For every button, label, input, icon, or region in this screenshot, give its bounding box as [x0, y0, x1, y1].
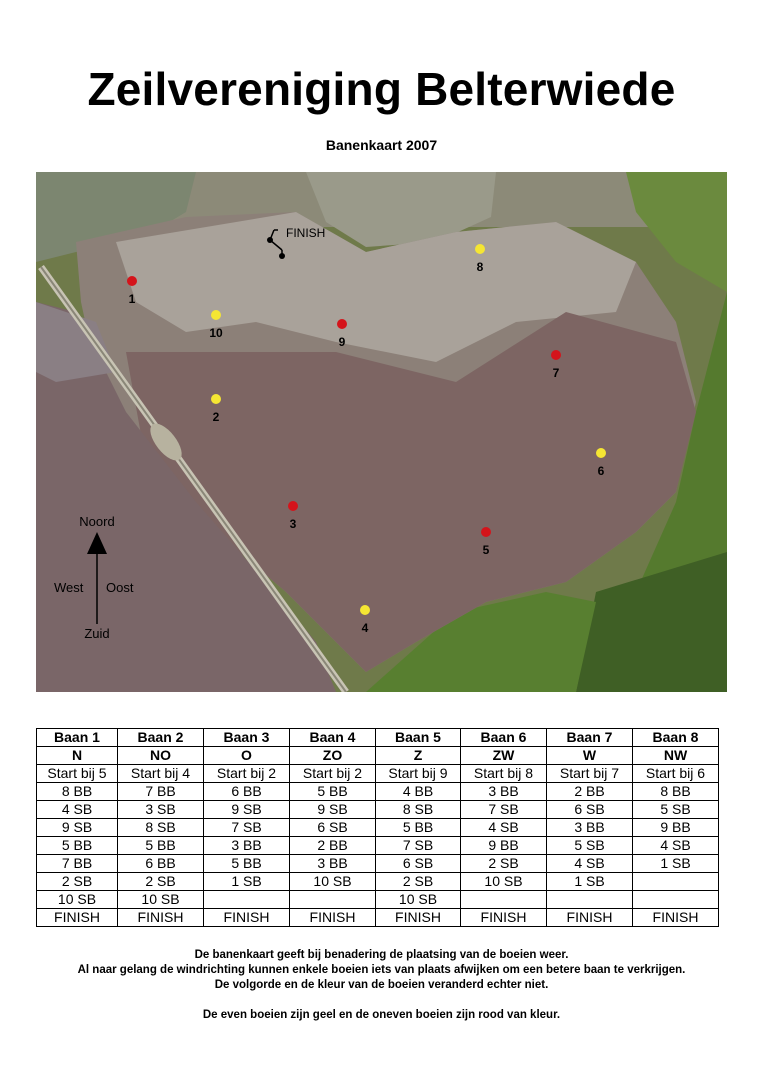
table-cell: 9 SB	[204, 801, 290, 819]
table-cell: 7 BB	[37, 855, 118, 873]
table-cell: W	[547, 747, 633, 765]
column-header: Baan 4	[290, 729, 376, 747]
buoy-3-label: 3	[289, 517, 297, 531]
note-line: De even boeien zijn geel en de oneven boeien zijn rood van kleur.	[202, 1009, 561, 1021]
buoy-7-label: 7	[552, 366, 560, 380]
buoy-8-label: 8	[476, 260, 484, 274]
table-cell: NW	[633, 747, 719, 765]
table-cell: 4 SB	[461, 819, 547, 837]
table-cell: 2 BB	[290, 837, 376, 855]
compass-south-label: Zuid	[84, 626, 110, 641]
column-header: Baan 7	[547, 729, 633, 747]
table-cell: 9 BB	[461, 837, 547, 855]
table-cell: 2 SB	[376, 873, 461, 891]
table-cell: 6 SB	[547, 801, 633, 819]
table-cell	[633, 891, 719, 909]
table-cell	[461, 891, 547, 909]
table-cell: 10 SB	[290, 873, 376, 891]
table-cell: 8 BB	[633, 783, 719, 801]
table-cell: 6 BB	[204, 783, 290, 801]
table-row	[37, 855, 719, 873]
table-cell: 1 SB	[204, 873, 290, 891]
buoy-2-label: 2	[212, 410, 220, 424]
table-cell: 2 BB	[547, 783, 633, 801]
table-cell: FINISH	[290, 909, 376, 927]
table-row	[37, 909, 719, 927]
column-header: Baan 1	[37, 729, 118, 747]
table-cell: 3 BB	[290, 855, 376, 873]
compass-east-label: Oost	[106, 580, 134, 595]
table-cell: 3 BB	[547, 819, 633, 837]
table-row	[37, 891, 719, 909]
table-cell: 5 SB	[547, 837, 633, 855]
table-cell: Start bij 6	[633, 765, 719, 783]
buoy-1-label: 1	[128, 292, 136, 306]
table-cell: 3 BB	[204, 837, 290, 855]
column-header: Baan 3	[204, 729, 290, 747]
table-cell: 2 SB	[461, 855, 547, 873]
note-line: De volgorde en de kleur van de boeien veranderd echter niet.	[214, 979, 549, 991]
compass-west-label: West	[54, 580, 84, 595]
table-cell: FINISH	[37, 909, 118, 927]
table-cell: 5 BB	[204, 855, 290, 873]
table-cell: 7 SB	[204, 819, 290, 837]
table-cell: Z	[376, 747, 461, 765]
table-cell: 4 BB	[376, 783, 461, 801]
table-cell: NO	[118, 747, 204, 765]
buoy-6-label: 6	[597, 464, 605, 478]
table-cell: 4 SB	[633, 837, 719, 855]
table-row	[37, 819, 719, 837]
table-cell: 5 BB	[290, 783, 376, 801]
table-cell: 10 SB	[37, 891, 118, 909]
column-header: Baan 5	[376, 729, 461, 747]
table-row	[37, 783, 719, 801]
table-cell: O	[204, 747, 290, 765]
table-cell: 6 SB	[290, 819, 376, 837]
course-map	[36, 172, 727, 692]
table-cell: 10 SB	[118, 891, 204, 909]
table-cell: Start bij 4	[118, 765, 204, 783]
table-cell: 7 SB	[376, 837, 461, 855]
table-cell: 8 BB	[37, 783, 118, 801]
table-cell: 2 SB	[37, 873, 118, 891]
table-cell: FINISH	[376, 909, 461, 927]
table-cell: 4 SB	[547, 855, 633, 873]
table-cell: 5 BB	[376, 819, 461, 837]
table-cell: 9 SB	[37, 819, 118, 837]
page-title: Zeilvereniging Belterwiede	[87, 63, 676, 115]
table-cell: Start bij 2	[204, 765, 290, 783]
table-cell: Start bij 8	[461, 765, 547, 783]
table-cell	[290, 891, 376, 909]
table-header-row	[37, 729, 719, 747]
table-cell: FINISH	[547, 909, 633, 927]
table-cell: 10 SB	[461, 873, 547, 891]
table-cell: ZW	[461, 747, 547, 765]
table-cell: 5 BB	[118, 837, 204, 855]
note-line: De banenkaart geeft bij benadering de plaatsing van de boeien weer.	[194, 949, 569, 961]
table-cell: 1 SB	[633, 855, 719, 873]
table-cell: 6 BB	[118, 855, 204, 873]
table-cell: N	[37, 747, 118, 765]
buoy-10-label: 10	[209, 326, 223, 340]
table-cell: FINISH	[118, 909, 204, 927]
table-cell: Start bij 9	[376, 765, 461, 783]
buoy-5-label: 5	[482, 543, 490, 557]
table-cell: FINISH	[204, 909, 290, 927]
table-cell	[547, 891, 633, 909]
table-cell	[204, 891, 290, 909]
table-cell: 2 SB	[118, 873, 204, 891]
table-cell: Start bij 2	[290, 765, 376, 783]
buoy-9-label: 9	[338, 335, 346, 349]
table-row	[37, 873, 719, 891]
table-cell: Start bij 7	[547, 765, 633, 783]
table-cell: 5 SB	[633, 801, 719, 819]
table-cell: 10 SB	[376, 891, 461, 909]
table-cell: 1 SB	[547, 873, 633, 891]
table-cell: FINISH	[461, 909, 547, 927]
table-cell	[633, 873, 719, 891]
table-row	[37, 765, 719, 783]
table-cell: 6 SB	[376, 855, 461, 873]
table-cell: 5 BB	[37, 837, 118, 855]
table-cell: 9 SB	[290, 801, 376, 819]
notes	[0, 948, 763, 1023]
table-cell: Start bij 5	[37, 765, 118, 783]
table-row	[37, 801, 719, 819]
finish-label: FINISH	[286, 226, 326, 240]
table-cell: 9 BB	[633, 819, 719, 837]
column-header: Baan 2	[118, 729, 204, 747]
note-line: Al naar gelang de windrichting kunnen enkele boeien iets van plaats afwijken om een betere baan te verkrijgen.	[77, 964, 686, 976]
wind-direction-row	[37, 747, 719, 765]
aerial-map-image	[36, 172, 727, 692]
table-cell: 3 SB	[118, 801, 204, 819]
table-cell: FINISH	[633, 909, 719, 927]
table-cell: ZO	[290, 747, 376, 765]
page-subtitle: Banenkaart 2007	[325, 137, 438, 153]
table-cell: 8 SB	[376, 801, 461, 819]
table-cell: 7 SB	[461, 801, 547, 819]
table-cell: 4 SB	[37, 801, 118, 819]
course-table	[36, 728, 719, 927]
table-cell: 7 BB	[118, 783, 204, 801]
column-header: Baan 8	[633, 729, 719, 747]
table-row	[37, 837, 719, 855]
table-cell: 3 BB	[461, 783, 547, 801]
table-cell: 8 SB	[118, 819, 204, 837]
compass-north-label: Noord	[79, 514, 115, 529]
buoy-4-label: 4	[361, 621, 369, 635]
column-header: Baan 6	[461, 729, 547, 747]
